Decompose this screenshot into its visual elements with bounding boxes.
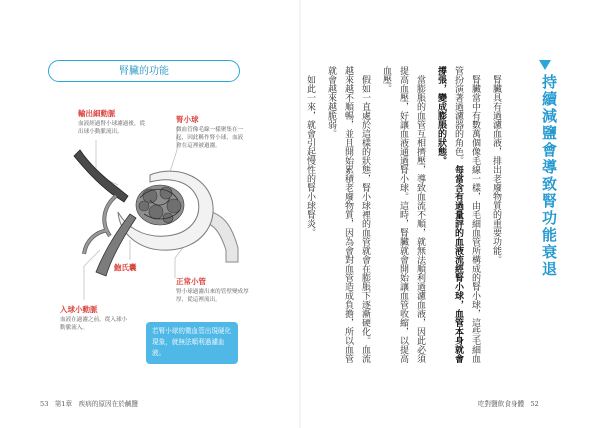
left-footer: [40, 398, 138, 408]
right-page-number: 52: [530, 400, 539, 408]
label-glomerulus-title: 腎小球: [176, 115, 199, 124]
info-callout: 若腎小球的微血管出現硬化現象，就無法順利過濾血液。: [146, 322, 238, 364]
paragraph: 腎臟當中有數萬個像毛線一樣，由毛細血管所構成的腎小球，這些毛細血管扮演著過濾器的角色。每當含有過量評的血液流經腎小球，血管本身就會撐張，變成膨脹的狀態。: [436, 66, 480, 363]
left-running-head: 第1章 疾病的原因在於鹹鹽: [54, 400, 139, 408]
title-marker-icon: [539, 60, 551, 70]
label-dilated-desc: 腎小球過濾出來的管壁變成厚厚，從這裡流出。: [176, 289, 249, 303]
paragraph: 假如一直處於這樣的狀態，腎小球裡的血管就會在膨脹下逐漸硬化。血流越來越不順暢，並且開始累積老廢物質，因為會對血管造成負擔，所以血管就會越來越脆弱。: [326, 66, 370, 363]
section-title: 持續減鹽會導致腎功能衰退: [540, 74, 558, 278]
diagram-title: 腎臟的功能: [48, 60, 240, 82]
label-dilated-title: 正常小管: [176, 277, 206, 286]
right-running-head: 吃對鹽飲食身體: [478, 400, 525, 408]
label-bowman-title: 鮑氏囊: [114, 263, 137, 272]
paragraph: 腎臟具有過濾血液，排出老廢物質的重要功能。: [491, 75, 501, 264]
label-efferent-title: 輸出細動脈: [78, 109, 116, 118]
right-footer: [478, 398, 539, 408]
label-glomerulus-desc: 微血管像毛線一樣聚集在一起，因此稱作腎小球，血液會在這裡被過濾。: [176, 127, 244, 149]
paragraph: 如此一來，就會引起慢性的腎小球腎炎。: [305, 75, 315, 237]
bold-emphasis: 每當含有過量評的血液流經腎小球，血管本身就會撐張，變成膨脹的狀態。: [436, 66, 463, 363]
label-afferent-desc: 血液在過濾之前，從入球小動脈流入。: [60, 317, 128, 331]
paragraph: 當膨脹的血管互相擠壓，導致血流不順，就無法順利過濾血液，因此必須提高血壓，好讓血液通過腎小球。這時，腎臟就會開始讓血管收縮，以提高血壓。: [381, 66, 425, 363]
body-text: [297, 66, 504, 366]
label-afferent-title: 入球小動脈: [60, 305, 98, 314]
left-page-number: 53: [40, 400, 49, 408]
label-efferent-desc: 血液經過腎小球濾過後，從出球小動脈流出。: [78, 121, 146, 135]
